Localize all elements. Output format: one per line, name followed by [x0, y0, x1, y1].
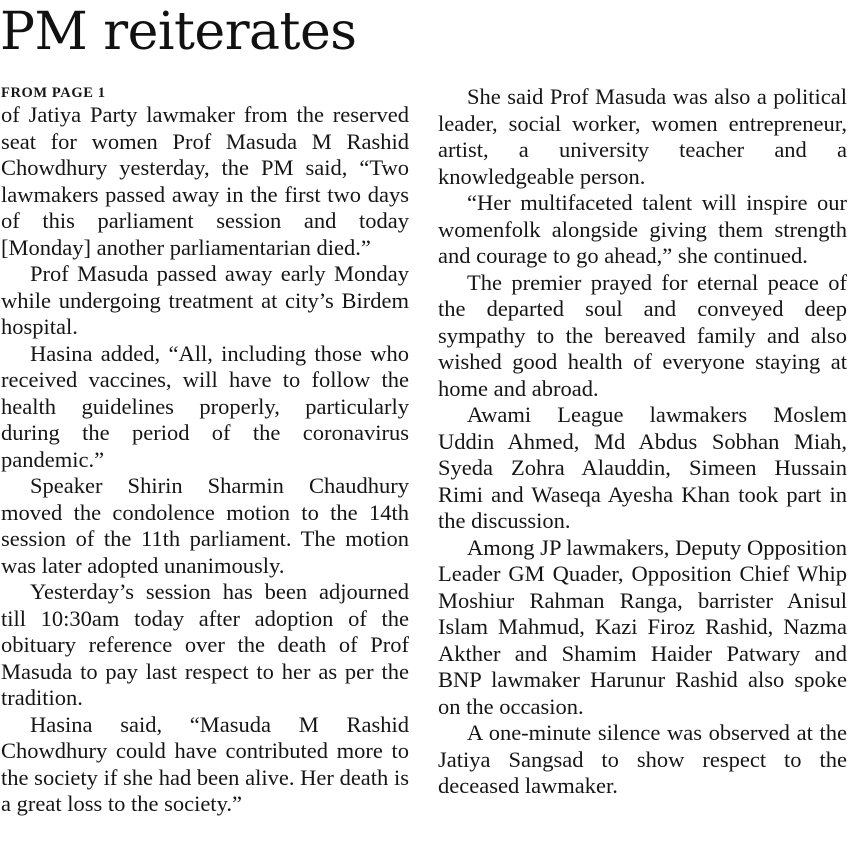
article-paragraph: The premier prayed for eternal peace of the departed soul and conveyed deep sympathy to the bereaved family and also wished good health of everyone staying at home and abroad. [438, 269, 847, 401]
article-paragraph: Hasina said, “Masuda M Rashid Chowdhury could have contributed more to the society if she had been alive. Her death is a great loss to the society.” [1, 711, 409, 816]
headline: PM reiterates [0, 2, 357, 62]
article-paragraph: Awami League lawmakers Moslem Uddin Ahmed, Md Abdus Sobhan Miah, Syeda Zohra Alauddin, Simeen Hussain Rimi and Waseqa Ayesha Khan took part in the discussion. [438, 402, 847, 533]
article-column-left [1, 84, 409, 818]
article-paragraph: Hasina added, “All, including those who received vaccines, will have to follow the health guidelines properly, particularly during the period of the coronavirus pandemic.” [1, 340, 409, 472]
article-paragraph: Among JP lawmakers, Deputy Opposition Leader GM Quader, Opposition Chief Whip Moshiur Rahman Ranga, barrister Anisul Islam Mahmud, Kazi Firoz Rashid, Nazma Akther and Shamim Haider Patwary and BNP lawmaker Harunur Rashid also spoke on the occasion. [438, 534, 847, 719]
article-paragraph: Yesterday’s session has been adjourned till 10:30am today after adoption of the obituary reference over the death of Prof Masuda to pay last respect to her as per the tradition. [1, 579, 409, 710]
article-paragraph: Speaker Shirin Sharmin Chaudhury moved the condolence motion to the 14th session of the 11th parliament. The motion was later adopted unanimously. [1, 473, 409, 578]
article-paragraph: She said Prof Masuda was also a political leader, social worker, women entrepreneur, artist, a university teacher and a knowledgeable person. [438, 84, 847, 189]
jump-line: FROM PAGE 1 [1, 85, 106, 101]
article-column-right [438, 84, 847, 800]
article-paragraph: A one-minute silence was observed at the Jatiya Sangsad to show respect to the deceased lawmaker. [438, 720, 847, 798]
article-paragraph: of Jatiya Party lawmaker from the reserved seat for women Prof Masuda M Rashid Chowdhury yesterday, the PM said, “Two lawmakers passed away in the first two days of this parliament session and today [Monday] another parliamentarian died.” [1, 102, 409, 260]
article-paragraph: “Her multifaceted talent will inspire our womenfolk alongside giving them strength and courage to go ahead,” she continued. [438, 190, 847, 268]
article-paragraph: Prof Masuda passed away early Monday while undergoing treatment at city’s Birdem hospital. [1, 261, 409, 339]
